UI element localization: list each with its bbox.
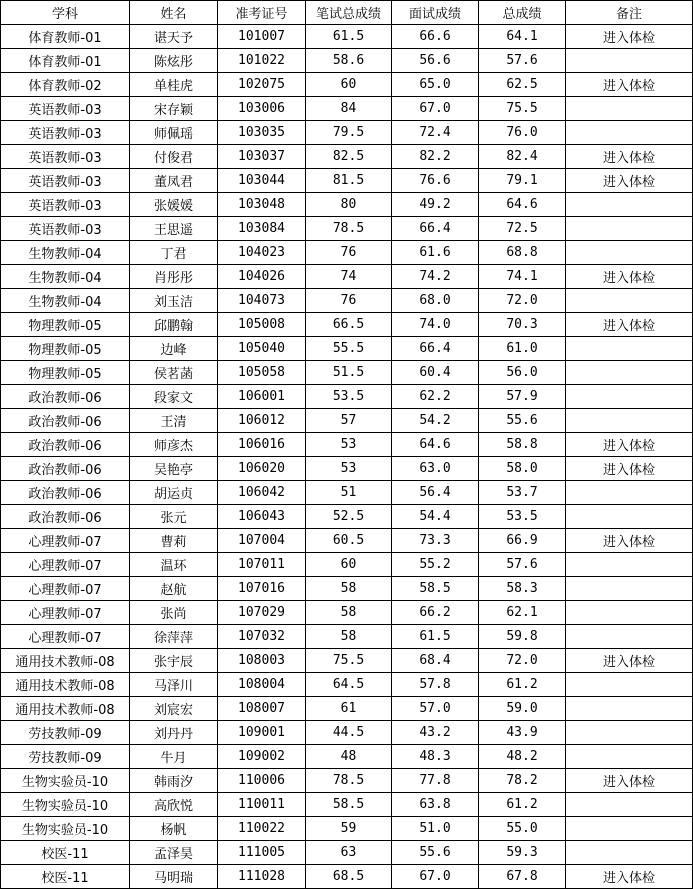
cell-subject: 物理教师-05 xyxy=(1,337,130,361)
cell-exam-id: 101022 xyxy=(218,49,306,73)
cell-written-score: 78.5 xyxy=(306,769,392,793)
cell-total-score: 70.3 xyxy=(479,313,566,337)
cell-written-score: 78.5 xyxy=(306,217,392,241)
cell-exam-id: 104073 xyxy=(218,289,306,313)
cell-written-score: 59 xyxy=(306,817,392,841)
cell-subject: 英语教师-03 xyxy=(1,145,130,169)
cell-remark xyxy=(566,481,693,505)
cell-written-score: 74 xyxy=(306,265,392,289)
cell-total-score: 79.1 xyxy=(479,169,566,193)
cell-name: 孟泽昊 xyxy=(130,841,218,865)
cell-written-score: 66.5 xyxy=(306,313,392,337)
cell-name: 刘丹丹 xyxy=(130,721,218,745)
cell-written-score: 58 xyxy=(306,601,392,625)
cell-name: 韩雨汐 xyxy=(130,769,218,793)
table-row xyxy=(1,169,693,193)
cell-name: 胡运贞 xyxy=(130,481,218,505)
cell-interview-score: 72.4 xyxy=(392,121,479,145)
cell-interview-score: 55.6 xyxy=(392,841,479,865)
table-row xyxy=(1,673,693,697)
cell-name: 张元 xyxy=(130,505,218,529)
cell-subject: 政治教师-06 xyxy=(1,433,130,457)
cell-total-score: 61.2 xyxy=(479,673,566,697)
cell-interview-score: 76.6 xyxy=(392,169,479,193)
cell-subject: 校医-11 xyxy=(1,865,130,889)
cell-exam-id: 105058 xyxy=(218,361,306,385)
cell-written-score: 60 xyxy=(306,553,392,577)
cell-name: 张媛媛 xyxy=(130,193,218,217)
cell-name: 丁君 xyxy=(130,241,218,265)
cell-name: 宋存颖 xyxy=(130,97,218,121)
cell-subject: 心理教师-07 xyxy=(1,577,130,601)
cell-total-score: 72.5 xyxy=(479,217,566,241)
cell-name: 牛月 xyxy=(130,745,218,769)
cell-written-score: 58.5 xyxy=(306,793,392,817)
cell-written-score: 53 xyxy=(306,457,392,481)
cell-interview-score: 66.6 xyxy=(392,25,479,49)
cell-remark xyxy=(566,841,693,865)
cell-exam-id: 106016 xyxy=(218,433,306,457)
cell-written-score: 57 xyxy=(306,409,392,433)
cell-exam-id: 110006 xyxy=(218,769,306,793)
cell-name: 张尚 xyxy=(130,601,218,625)
cell-interview-score: 54.4 xyxy=(392,505,479,529)
cell-written-score: 82.5 xyxy=(306,145,392,169)
cell-subject: 体育教师-01 xyxy=(1,49,130,73)
cell-subject: 劳技教师-09 xyxy=(1,721,130,745)
table-row xyxy=(1,145,693,169)
cell-remark: 进入体检 xyxy=(566,169,693,193)
table-row xyxy=(1,73,693,97)
header-name: 姓名 xyxy=(130,1,218,25)
cell-subject: 体育教师-01 xyxy=(1,25,130,49)
cell-interview-score: 60.4 xyxy=(392,361,479,385)
cell-name: 温环 xyxy=(130,553,218,577)
cell-remark xyxy=(566,193,693,217)
cell-total-score: 62.5 xyxy=(479,73,566,97)
cell-remark: 进入体检 xyxy=(566,73,693,97)
cell-interview-score: 73.3 xyxy=(392,529,479,553)
cell-interview-score: 58.5 xyxy=(392,577,479,601)
cell-subject: 政治教师-06 xyxy=(1,481,130,505)
cell-remark xyxy=(566,361,693,385)
cell-interview-score: 54.2 xyxy=(392,409,479,433)
cell-total-score: 58.8 xyxy=(479,433,566,457)
table-row xyxy=(1,769,693,793)
cell-total-score: 67.8 xyxy=(479,865,566,889)
header-remark: 备注 xyxy=(566,1,693,25)
table-row xyxy=(1,337,693,361)
cell-name: 马明瑞 xyxy=(130,865,218,889)
cell-remark xyxy=(566,121,693,145)
cell-subject: 通用技术教师-08 xyxy=(1,649,130,673)
table-row xyxy=(1,817,693,841)
cell-total-score: 61.2 xyxy=(479,793,566,817)
cell-exam-id: 104023 xyxy=(218,241,306,265)
cell-interview-score: 68.4 xyxy=(392,649,479,673)
cell-interview-score: 61.5 xyxy=(392,625,479,649)
cell-total-score: 59.0 xyxy=(479,697,566,721)
cell-written-score: 81.5 xyxy=(306,169,392,193)
cell-subject: 心理教师-07 xyxy=(1,601,130,625)
cell-total-score: 76.0 xyxy=(479,121,566,145)
cell-interview-score: 55.2 xyxy=(392,553,479,577)
cell-remark: 进入体检 xyxy=(566,313,693,337)
cell-written-score: 61.5 xyxy=(306,25,392,49)
cell-name: 王思遥 xyxy=(130,217,218,241)
cell-total-score: 43.9 xyxy=(479,721,566,745)
cell-exam-id: 107029 xyxy=(218,601,306,625)
cell-exam-id: 107004 xyxy=(218,529,306,553)
cell-interview-score: 56.6 xyxy=(392,49,479,73)
table-row xyxy=(1,481,693,505)
cell-exam-id: 106020 xyxy=(218,457,306,481)
cell-remark xyxy=(566,793,693,817)
cell-exam-id: 103044 xyxy=(218,169,306,193)
table-row xyxy=(1,865,693,889)
table-row xyxy=(1,553,693,577)
table-row xyxy=(1,385,693,409)
cell-subject: 英语教师-03 xyxy=(1,169,130,193)
cell-exam-id: 111005 xyxy=(218,841,306,865)
cell-written-score: 80 xyxy=(306,193,392,217)
cell-interview-score: 67.0 xyxy=(392,97,479,121)
table-row xyxy=(1,433,693,457)
cell-total-score: 57.9 xyxy=(479,385,566,409)
cell-exam-id: 106001 xyxy=(218,385,306,409)
cell-name: 曹莉 xyxy=(130,529,218,553)
cell-written-score: 51.5 xyxy=(306,361,392,385)
cell-total-score: 59.8 xyxy=(479,625,566,649)
header-row xyxy=(1,1,693,25)
header-subject: 学科 xyxy=(1,1,130,25)
cell-exam-id: 109002 xyxy=(218,745,306,769)
cell-written-score: 64.5 xyxy=(306,673,392,697)
cell-subject: 心理教师-07 xyxy=(1,553,130,577)
cell-total-score: 59.3 xyxy=(479,841,566,865)
table-row xyxy=(1,313,693,337)
cell-total-score: 78.2 xyxy=(479,769,566,793)
table-row xyxy=(1,25,693,49)
cell-remark xyxy=(566,217,693,241)
cell-subject: 政治教师-06 xyxy=(1,409,130,433)
cell-name: 师彦杰 xyxy=(130,433,218,457)
table-row xyxy=(1,505,693,529)
cell-exam-id: 103006 xyxy=(218,97,306,121)
cell-remark xyxy=(566,577,693,601)
cell-interview-score: 49.2 xyxy=(392,193,479,217)
table-row xyxy=(1,193,693,217)
table-row xyxy=(1,625,693,649)
cell-name: 徐萍萍 xyxy=(130,625,218,649)
cell-remark xyxy=(566,385,693,409)
cell-name: 马泽川 xyxy=(130,673,218,697)
cell-total-score: 64.1 xyxy=(479,25,566,49)
cell-remark xyxy=(566,409,693,433)
table-row xyxy=(1,577,693,601)
cell-name: 王清 xyxy=(130,409,218,433)
cell-total-score: 55.6 xyxy=(479,409,566,433)
header-interview-score: 面试成绩 xyxy=(392,1,479,25)
cell-name: 邱鹏翰 xyxy=(130,313,218,337)
cell-total-score: 53.5 xyxy=(479,505,566,529)
cell-exam-id: 108004 xyxy=(218,673,306,697)
cell-interview-score: 82.2 xyxy=(392,145,479,169)
cell-exam-id: 103035 xyxy=(218,121,306,145)
cell-written-score: 68.5 xyxy=(306,865,392,889)
cell-remark: 进入体检 xyxy=(566,25,693,49)
cell-remark: 进入体检 xyxy=(566,265,693,289)
cell-written-score: 53 xyxy=(306,433,392,457)
table-row xyxy=(1,121,693,145)
cell-remark: 进入体检 xyxy=(566,865,693,889)
cell-remark xyxy=(566,601,693,625)
cell-exam-id: 106042 xyxy=(218,481,306,505)
cell-remark xyxy=(566,241,693,265)
table-row xyxy=(1,601,693,625)
cell-subject: 英语教师-03 xyxy=(1,121,130,145)
cell-total-score: 72.0 xyxy=(479,289,566,313)
cell-interview-score: 65.0 xyxy=(392,73,479,97)
cell-remark xyxy=(566,97,693,121)
cell-interview-score: 62.2 xyxy=(392,385,479,409)
cell-written-score: 84 xyxy=(306,97,392,121)
cell-interview-score: 64.6 xyxy=(392,433,479,457)
cell-name: 杨帆 xyxy=(130,817,218,841)
cell-exam-id: 110011 xyxy=(218,793,306,817)
cell-remark: 进入体检 xyxy=(566,769,693,793)
cell-interview-score: 43.2 xyxy=(392,721,479,745)
cell-total-score: 72.0 xyxy=(479,649,566,673)
cell-exam-id: 111028 xyxy=(218,865,306,889)
cell-total-score: 55.0 xyxy=(479,817,566,841)
cell-subject: 生物实验员-10 xyxy=(1,817,130,841)
cell-remark xyxy=(566,721,693,745)
cell-exam-id: 103037 xyxy=(218,145,306,169)
table-row xyxy=(1,721,693,745)
cell-total-score: 58.3 xyxy=(479,577,566,601)
cell-remark xyxy=(566,553,693,577)
cell-total-score: 61.0 xyxy=(479,337,566,361)
table-row xyxy=(1,97,693,121)
cell-name: 单桂虎 xyxy=(130,73,218,97)
table-row xyxy=(1,241,693,265)
cell-name: 高欣悦 xyxy=(130,793,218,817)
table-row xyxy=(1,49,693,73)
cell-subject: 通用技术教师-08 xyxy=(1,673,130,697)
cell-remark xyxy=(566,817,693,841)
cell-subject: 物理教师-05 xyxy=(1,313,130,337)
cell-name: 刘玉洁 xyxy=(130,289,218,313)
cell-exam-id: 105040 xyxy=(218,337,306,361)
cell-remark xyxy=(566,673,693,697)
table-row xyxy=(1,649,693,673)
cell-written-score: 51 xyxy=(306,481,392,505)
cell-interview-score: 66.4 xyxy=(392,337,479,361)
cell-interview-score: 51.0 xyxy=(392,817,479,841)
cell-subject: 心理教师-07 xyxy=(1,625,130,649)
table-row xyxy=(1,457,693,481)
cell-written-score: 76 xyxy=(306,241,392,265)
cell-name: 赵航 xyxy=(130,577,218,601)
cell-subject: 政治教师-06 xyxy=(1,457,130,481)
table-row xyxy=(1,529,693,553)
cell-name: 边峰 xyxy=(130,337,218,361)
cell-written-score: 55.5 xyxy=(306,337,392,361)
cell-subject: 英语教师-03 xyxy=(1,97,130,121)
cell-written-score: 79.5 xyxy=(306,121,392,145)
cell-exam-id: 107032 xyxy=(218,625,306,649)
cell-subject: 物理教师-05 xyxy=(1,361,130,385)
cell-written-score: 58 xyxy=(306,577,392,601)
cell-interview-score: 48.3 xyxy=(392,745,479,769)
cell-subject: 生物教师-04 xyxy=(1,241,130,265)
cell-name: 刘宸宏 xyxy=(130,697,218,721)
cell-remark: 进入体检 xyxy=(566,457,693,481)
cell-name: 谌天予 xyxy=(130,25,218,49)
cell-total-score: 58.0 xyxy=(479,457,566,481)
header-exam-id: 准考证号 xyxy=(218,1,306,25)
header-total-score: 总成绩 xyxy=(479,1,566,25)
cell-total-score: 74.1 xyxy=(479,265,566,289)
cell-subject: 英语教师-03 xyxy=(1,193,130,217)
cell-subject: 校医-11 xyxy=(1,841,130,865)
cell-name: 肖彤彤 xyxy=(130,265,218,289)
cell-remark xyxy=(566,625,693,649)
cell-interview-score: 63.0 xyxy=(392,457,479,481)
cell-subject: 体育教师-02 xyxy=(1,73,130,97)
cell-total-score: 68.8 xyxy=(479,241,566,265)
cell-written-score: 60.5 xyxy=(306,529,392,553)
cell-name: 张宇辰 xyxy=(130,649,218,673)
cell-subject: 政治教师-06 xyxy=(1,385,130,409)
cell-exam-id: 106043 xyxy=(218,505,306,529)
cell-interview-score: 74.2 xyxy=(392,265,479,289)
cell-interview-score: 61.6 xyxy=(392,241,479,265)
cell-written-score: 76 xyxy=(306,289,392,313)
cell-name: 侯茗菡 xyxy=(130,361,218,385)
cell-remark: 进入体检 xyxy=(566,433,693,457)
cell-written-score: 58 xyxy=(306,625,392,649)
cell-remark xyxy=(566,745,693,769)
table-row xyxy=(1,409,693,433)
cell-subject: 政治教师-06 xyxy=(1,505,130,529)
cell-remark xyxy=(566,697,693,721)
cell-exam-id: 105008 xyxy=(218,313,306,337)
cell-total-score: 57.6 xyxy=(479,553,566,577)
cell-total-score: 56.0 xyxy=(479,361,566,385)
cell-remark xyxy=(566,505,693,529)
cell-remark xyxy=(566,337,693,361)
cell-name: 师佩瑶 xyxy=(130,121,218,145)
cell-name: 段家文 xyxy=(130,385,218,409)
cell-interview-score: 77.8 xyxy=(392,769,479,793)
cell-name: 陈炫彤 xyxy=(130,49,218,73)
cell-exam-id: 108003 xyxy=(218,649,306,673)
cell-name: 吴艳亭 xyxy=(130,457,218,481)
cell-exam-id: 109001 xyxy=(218,721,306,745)
cell-total-score: 66.9 xyxy=(479,529,566,553)
cell-exam-id: 103084 xyxy=(218,217,306,241)
cell-exam-id: 107016 xyxy=(218,577,306,601)
table-row xyxy=(1,841,693,865)
cell-remark: 进入体检 xyxy=(566,145,693,169)
cell-exam-id: 104026 xyxy=(218,265,306,289)
cell-total-score: 82.4 xyxy=(479,145,566,169)
cell-subject: 生物实验员-10 xyxy=(1,793,130,817)
cell-exam-id: 108007 xyxy=(218,697,306,721)
cell-written-score: 75.5 xyxy=(306,649,392,673)
cell-interview-score: 66.4 xyxy=(392,217,479,241)
cell-total-score: 64.6 xyxy=(479,193,566,217)
cell-interview-score: 66.2 xyxy=(392,601,479,625)
cell-name: 付俊君 xyxy=(130,145,218,169)
cell-written-score: 63 xyxy=(306,841,392,865)
table-row xyxy=(1,361,693,385)
cell-exam-id: 107011 xyxy=(218,553,306,577)
cell-written-score: 52.5 xyxy=(306,505,392,529)
cell-interview-score: 74.0 xyxy=(392,313,479,337)
cell-subject: 生物教师-04 xyxy=(1,265,130,289)
cell-subject: 生物实验员-10 xyxy=(1,769,130,793)
cell-name: 董凤君 xyxy=(130,169,218,193)
cell-interview-score: 63.8 xyxy=(392,793,479,817)
table-row xyxy=(1,793,693,817)
table-row xyxy=(1,289,693,313)
cell-written-score: 60 xyxy=(306,73,392,97)
cell-total-score: 57.6 xyxy=(479,49,566,73)
cell-total-score: 48.2 xyxy=(479,745,566,769)
cell-exam-id: 106012 xyxy=(218,409,306,433)
cell-total-score: 62.1 xyxy=(479,601,566,625)
cell-exam-id: 103048 xyxy=(218,193,306,217)
cell-subject: 劳技教师-09 xyxy=(1,745,130,769)
table-row xyxy=(1,745,693,769)
cell-interview-score: 57.0 xyxy=(392,697,479,721)
cell-remark: 进入体检 xyxy=(566,529,693,553)
table-row xyxy=(1,217,693,241)
cell-interview-score: 67.0 xyxy=(392,865,479,889)
cell-written-score: 61 xyxy=(306,697,392,721)
cell-written-score: 44.5 xyxy=(306,721,392,745)
table-body xyxy=(1,25,693,889)
cell-exam-id: 101007 xyxy=(218,25,306,49)
table-row xyxy=(1,697,693,721)
cell-interview-score: 57.8 xyxy=(392,673,479,697)
cell-written-score: 58.6 xyxy=(306,49,392,73)
cell-total-score: 75.5 xyxy=(479,97,566,121)
cell-subject: 心理教师-07 xyxy=(1,529,130,553)
cell-remark xyxy=(566,49,693,73)
cell-total-score: 53.7 xyxy=(479,481,566,505)
cell-written-score: 53.5 xyxy=(306,385,392,409)
cell-exam-id: 102075 xyxy=(218,73,306,97)
table-row xyxy=(1,265,693,289)
cell-interview-score: 56.4 xyxy=(392,481,479,505)
cell-remark xyxy=(566,289,693,313)
cell-remark: 进入体检 xyxy=(566,649,693,673)
cell-subject: 生物教师-04 xyxy=(1,289,130,313)
cell-subject: 通用技术教师-08 xyxy=(1,697,130,721)
cell-subject: 英语教师-03 xyxy=(1,217,130,241)
cell-interview-score: 68.0 xyxy=(392,289,479,313)
header-written-score: 笔试总成绩 xyxy=(306,1,392,25)
cell-exam-id: 110022 xyxy=(218,817,306,841)
cell-written-score: 48 xyxy=(306,745,392,769)
